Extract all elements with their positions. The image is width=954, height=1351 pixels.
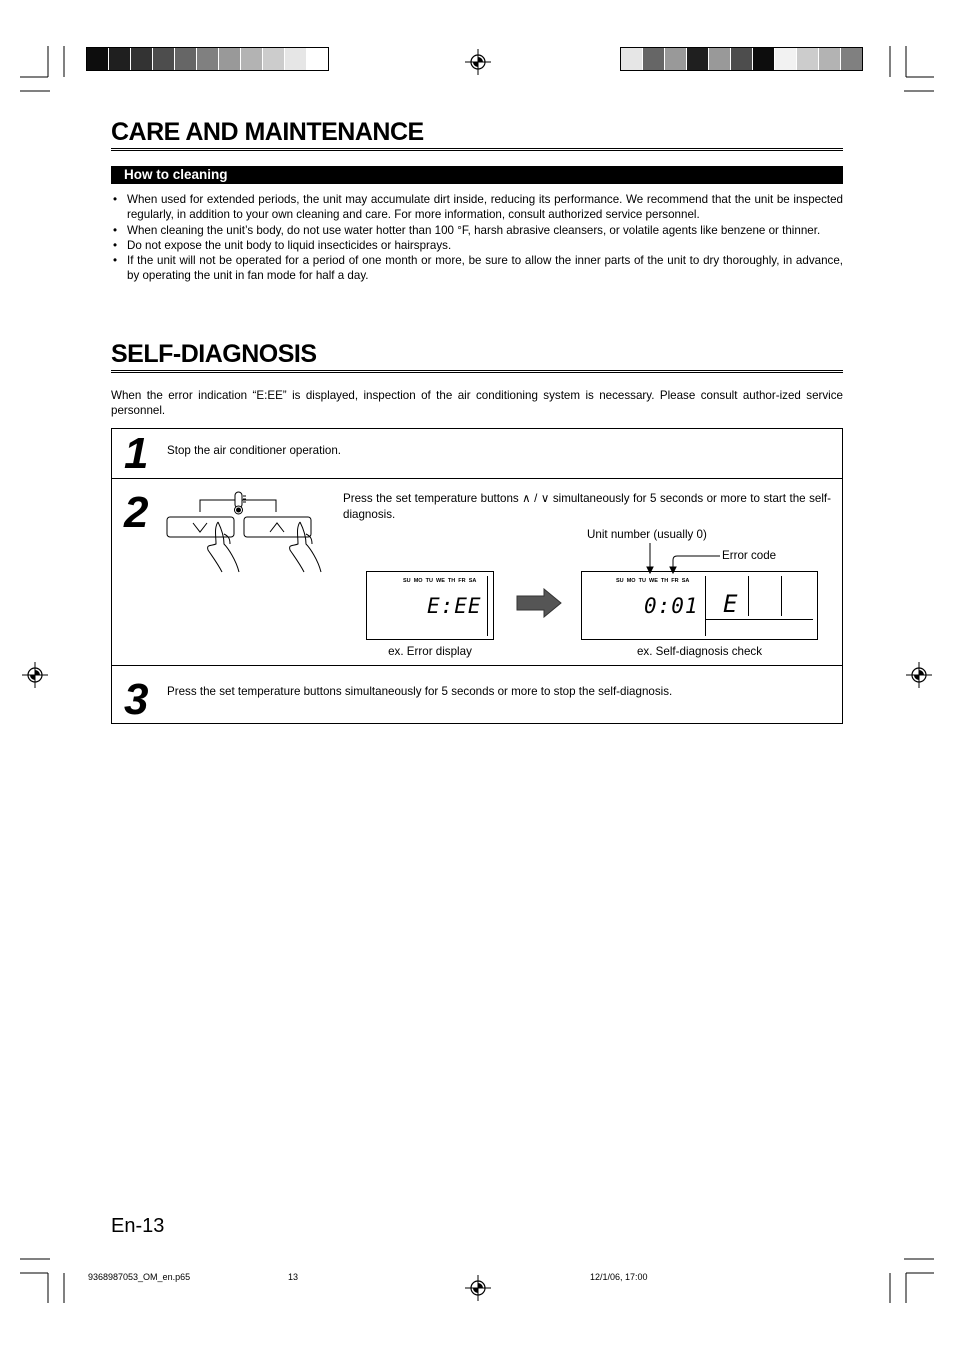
lcd-days-label: SU MO TU WE TH FR SA [403,578,477,584]
gray-swatch [152,48,174,70]
gray-scale-bar-left [86,47,329,71]
step-2-text: Press the set temperature buttons ∧ / ∨ simultaneously for 5 seconds or more to start the self-diagnosis. [343,492,831,521]
gray-swatch [306,48,328,70]
self-diagnosis-lcd [581,571,818,640]
lcd-divider [705,619,813,620]
arrow-right-icon [516,588,562,618]
gray-swatch [840,48,862,70]
step-number-1: 1 [124,429,149,478]
page-number: En-13 [111,1215,165,1237]
error-display-lcd [366,571,494,640]
error-display-caption: ex. Error display [388,645,472,658]
gray-swatch [818,48,840,70]
gray-swatch [686,48,708,70]
unit-number-label: Unit number (usually 0) [587,528,707,541]
self-diagnosis-title: SELF-DIAGNOSIS [111,339,843,373]
gray-swatch [174,48,196,70]
care-bullet-list [111,192,843,284]
registration-mark-bottom [465,1275,491,1301]
footer-page: 13 [288,1272,299,1282]
gray-swatch [664,48,686,70]
unit-number-value: 0:01 [644,594,699,618]
self-diagnosis-intro: When the error indication “E:EE” is displayed, inspection of the air conditioning system is necessary. Please consult author-ized service personnel. [111,389,843,418]
care-bullet: • Do not expose the unit body to liquid insecticides or hairsprays. [111,238,843,253]
step-number-3: 3 [124,675,149,724]
gray-scale-bar-right [620,47,863,71]
step-3-text: Press the set temperature buttons simultaneously for 5 seconds or more to stop the self-diagnosis. [167,685,673,698]
gray-swatch [642,48,664,70]
error-display-value: E:EE [427,594,482,618]
step-divider [112,478,842,479]
gray-swatch [240,48,262,70]
lcd-divider [705,576,706,636]
gray-swatch [284,48,306,70]
lcd-divider [781,576,782,616]
care-bullet: • If the unit will not be operated for a period of one month or more, be sure to allow the inner parts of the unit to dry thoroughly, in advance, by operating the unit in fan mode for half a day. [111,253,843,284]
gray-swatch [752,48,774,70]
step-divider [112,665,842,666]
gray-swatch [730,48,752,70]
registration-mark-top [465,49,491,75]
care-title: CARE AND MAINTENANCE [111,117,843,151]
gray-swatch [218,48,240,70]
registration-mark-left [22,662,48,688]
self-diagnosis-caption: ex. Self-diagnosis check [636,645,763,658]
gray-swatch [130,48,152,70]
footer-filename: 9368987053_OM_en.p65 [88,1272,191,1282]
lcd-divider [487,576,488,636]
footer-datetime: 12/1/06, 17:00 [590,1272,648,1282]
error-code-label: Error code [722,549,777,562]
lcd-days-label: SU MO TU WE TH FR SA [616,578,690,584]
step-number-2: 2 [124,488,149,537]
gray-swatch [796,48,818,70]
registration-mark-right [906,662,932,688]
lcd-divider [748,576,749,616]
gray-swatch [196,48,218,70]
temperature-buttons-illustration [160,488,340,578]
gray-swatch [774,48,796,70]
step-1-text: Stop the air conditioner operation. [167,444,342,457]
how-to-cleaning-heading: How to cleaning [111,166,843,184]
gray-swatch [262,48,284,70]
care-bullet: • When used for extended periods, the unit may accumulate dirt inside, reducing its performance. We recommend that the unit be inspected regularly, in addition to your own cleaning and care. For more information, consult authorized service personnel. [111,192,843,223]
care-bullet: • When cleaning the unit’s body, do not use water hotter than 100 °F, harsh abrasive cleansers, or volatile agents like benzene or thinner. [111,223,843,238]
gray-swatch [708,48,730,70]
error-code-value: E [723,590,738,618]
gray-swatch [621,48,642,70]
gray-swatch [108,48,130,70]
gray-swatch [87,48,108,70]
